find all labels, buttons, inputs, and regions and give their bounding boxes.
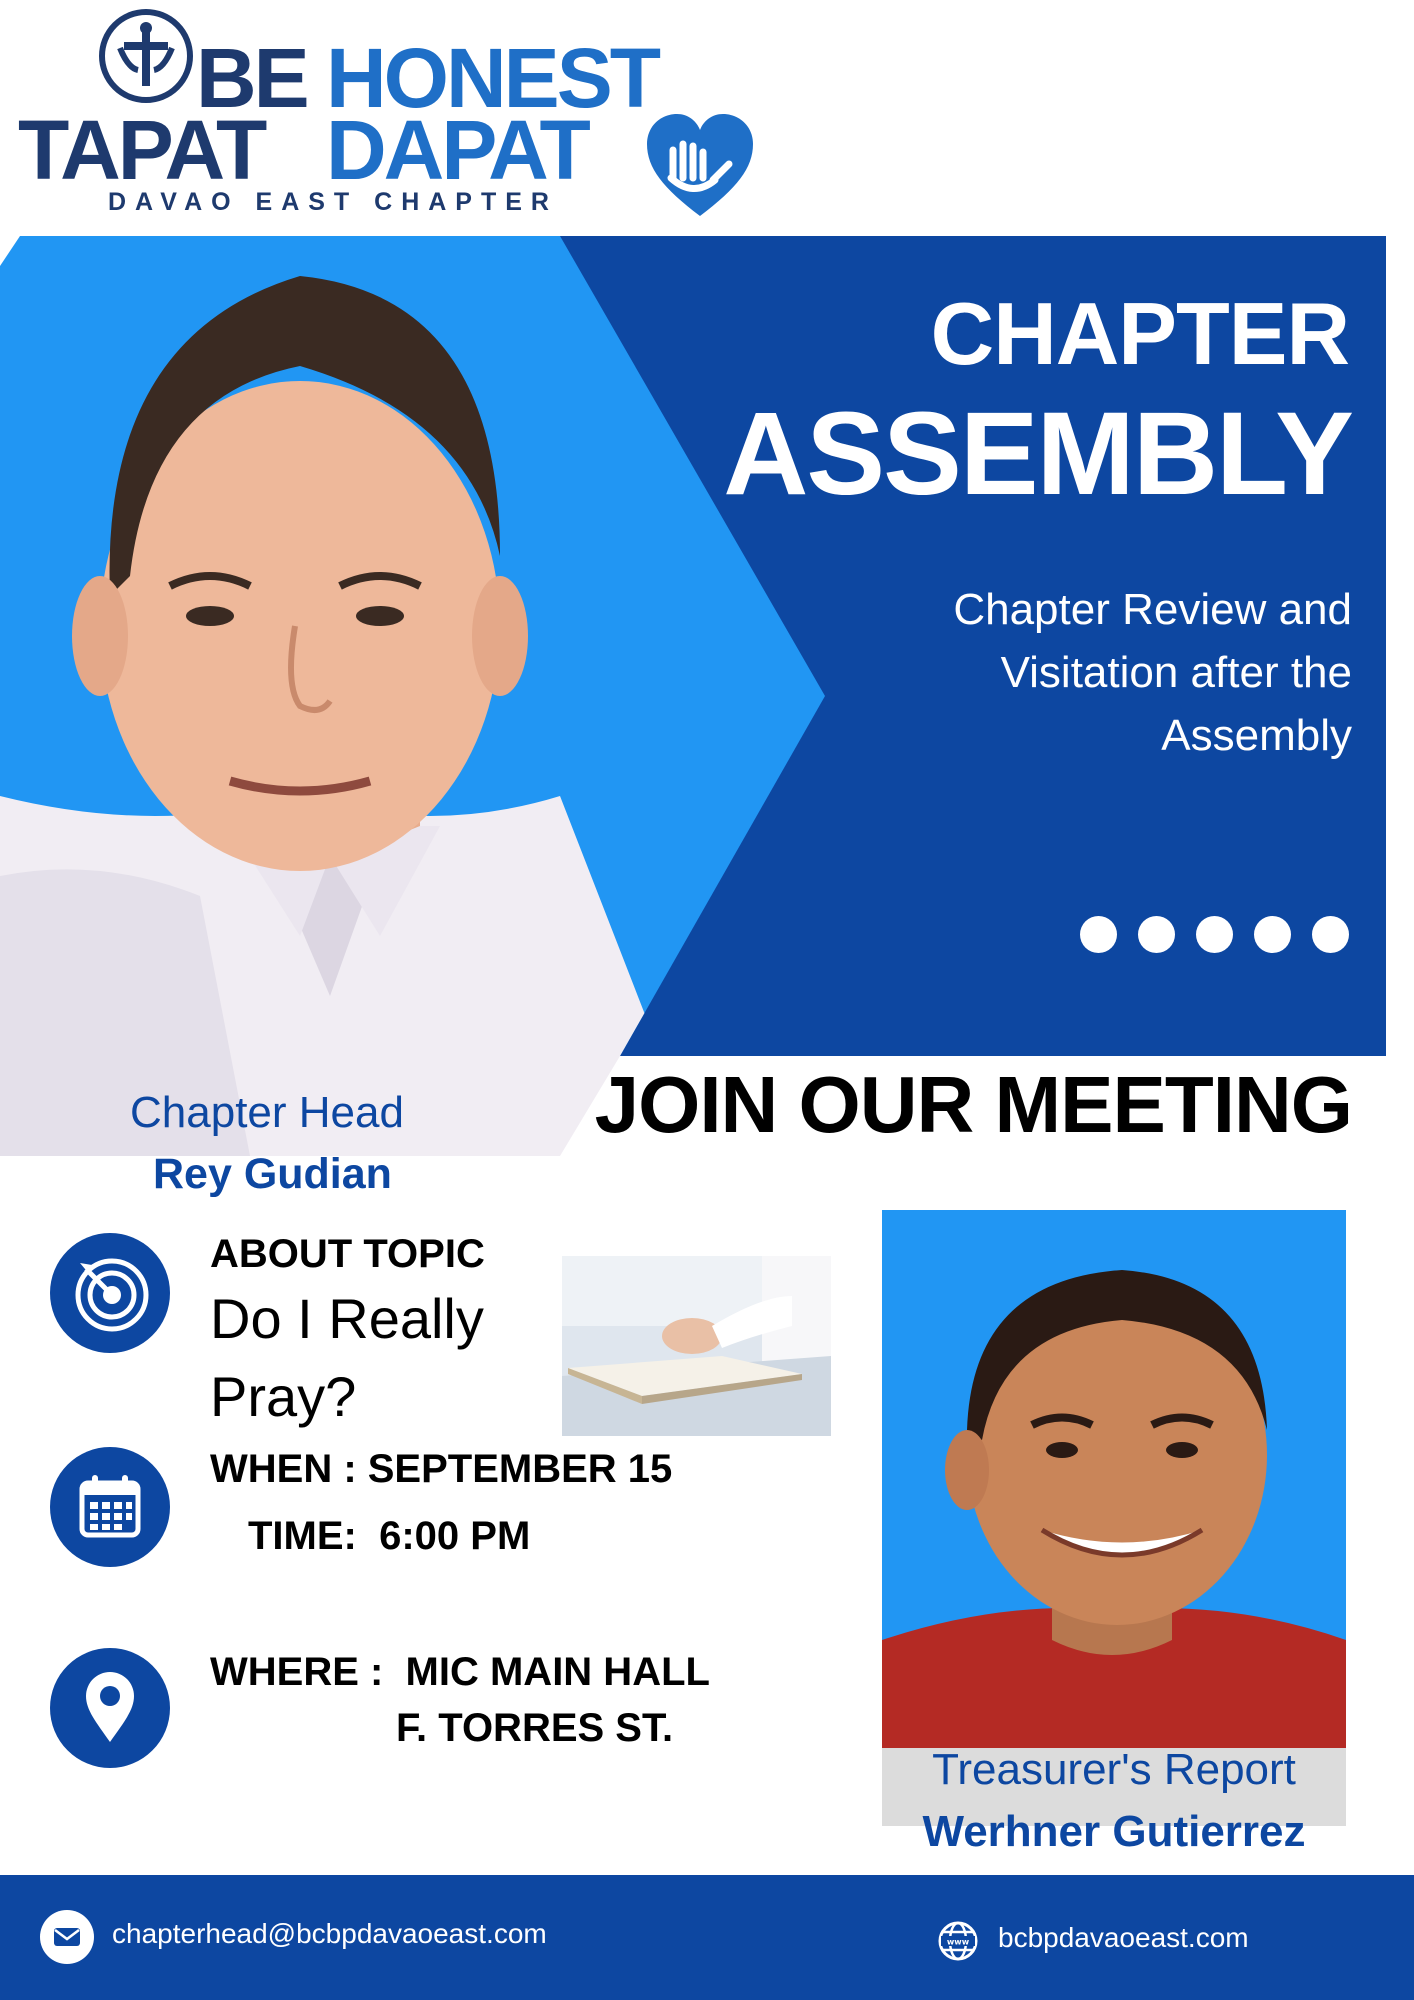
- brand-logo: [18, 8, 758, 223]
- calendar-icon: [50, 1447, 170, 1567]
- footer-email-link[interactable]: chapterhead@bcbpdavaoeast.com: [112, 1918, 547, 1949]
- logo-word-be: BE: [196, 31, 307, 125]
- title-chapter: CHAPTER: [930, 284, 1349, 383]
- logo-word-tapat: TAPAT: [18, 103, 265, 197]
- footer-website-link[interactable]: bcbpdavaoeast.com: [998, 1922, 1249, 1953]
- where-location: WHERE : MIC MAIN HALL: [210, 1650, 710, 1694]
- target-icon: [50, 1233, 170, 1353]
- logo-word-dapat: DAPAT: [326, 103, 588, 197]
- subtitle-line-1: Chapter Review and: [953, 585, 1352, 634]
- dot: [1312, 916, 1349, 953]
- heart-hand-icon: [643, 108, 758, 223]
- treasurer-role: Treasurer's Report: [932, 1745, 1296, 1794]
- dot: [1080, 916, 1117, 953]
- title-assembly: ASSEMBLY: [723, 388, 1352, 520]
- chapter-head-name: Rey Gudian: [153, 1150, 392, 1198]
- where-street: F. TORRES ST.: [396, 1706, 674, 1750]
- dot: [1138, 916, 1175, 953]
- globe-icon: [937, 1920, 979, 1962]
- when-date: WHEN : SEPTEMBER 15: [210, 1447, 673, 1491]
- svg-text:www: www: [946, 1937, 970, 1947]
- treasurer-photo: [882, 1210, 1346, 1748]
- subtitle-line-3: Assembly: [1161, 711, 1352, 760]
- location-pin-icon: [50, 1648, 170, 1768]
- bcbp-emblem-icon: [98, 8, 194, 104]
- mail-icon: [40, 1910, 94, 1964]
- dot: [1254, 916, 1291, 953]
- praying-hands-photo: [562, 1256, 831, 1436]
- subtitle-line-2: Visitation after the: [1000, 648, 1352, 697]
- event-subtitle: [832, 578, 1352, 767]
- treasurer-name: Werhner Gutierrez: [922, 1807, 1306, 1856]
- logo-subtitle: DAVAO EAST CHAPTER: [108, 188, 558, 216]
- when-time: TIME: 6:00 PM: [248, 1514, 531, 1558]
- logo-word-honest: HONEST: [326, 31, 659, 125]
- dot: [1196, 916, 1233, 953]
- join-meeting-heading: JOIN OUR MEETING: [594, 1060, 1352, 1149]
- chapter-head-photo: [0, 236, 830, 1156]
- about-topic-label: ABOUT TOPIC: [210, 1232, 485, 1276]
- topic-text: Do I Really Pray?: [210, 1287, 484, 1428]
- decorative-dots: [1080, 916, 1349, 953]
- chapter-head-role: Chapter Head: [130, 1088, 404, 1137]
